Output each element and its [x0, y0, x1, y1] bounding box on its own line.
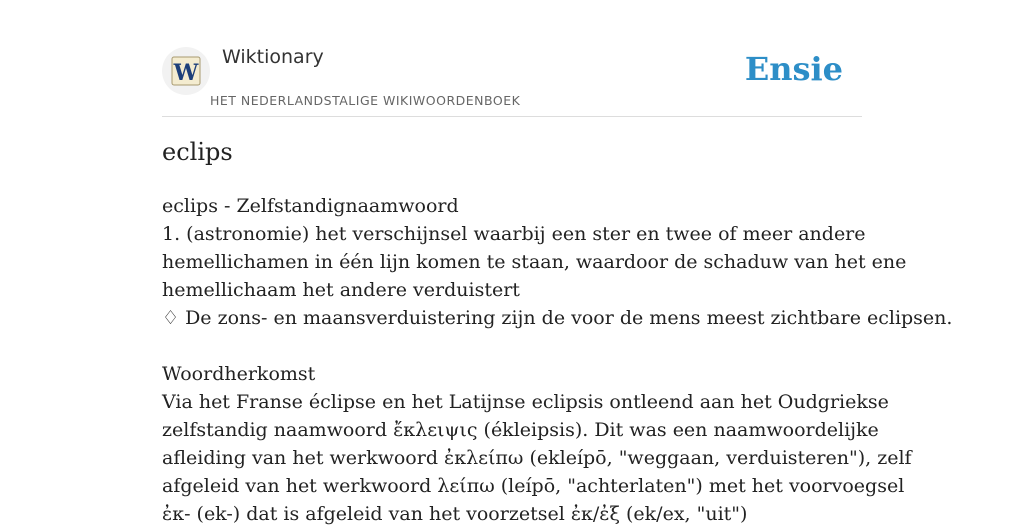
wiktionary-tile-icon: [171, 56, 201, 86]
definition-line: hemellichamen in één lijn komen te staan, waardoor de schaduw van het ene: [162, 251, 907, 273]
etymology-line: zelfstandig naamwoord ἔκλειψις (ékleipsis). Dit was een naamwoordelijke: [162, 419, 879, 441]
definition-line: hemellichaam het andere verduistert: [162, 279, 520, 301]
etymology-line: afleiding van het werkwoord ἐκλείπω (ekleípō, "weggaan, verduisteren"), zelf: [162, 447, 912, 469]
logo-letter: W: [173, 60, 199, 86]
site-tagline: HET NEDERLANDSTALIGE WIKIWOORDENBOEK: [210, 93, 521, 108]
entry-content: [162, 192, 953, 528]
site-name[interactable]: Wiktionary: [222, 46, 324, 68]
entry-heading: eclips - Zelfstandignaamwoord: [162, 195, 459, 217]
page-title: eclips: [162, 138, 233, 166]
spacer: [162, 332, 882, 360]
ensie-brand-logo[interactable]: Ensie: [744, 50, 843, 88]
definition-line: 1. (astronomie) het verschijnsel waarbij een ster en twee of meer andere: [162, 223, 866, 245]
etymology-line: Via het Franse éclipse en het Latijnse eclipsis ontleend aan het Oudgriekse: [162, 391, 889, 413]
etymology-heading: Woordherkomst: [162, 363, 316, 385]
etymology-line: ἐκ- (ek-) dat is afgeleid van het voorzetsel ἐκ/ἐξ (ek/ex, "uit"): [162, 503, 748, 525]
example-sentence: ♢ De zons- en maansverduistering zijn de voor de mens meest zichtbare eclipsen.: [162, 307, 953, 329]
wiktionary-logo[interactable]: [162, 47, 210, 95]
etymology-line: afgeleid van het werkwoord λείπω (leípō, "achterlaten") met het voorvoegsel: [162, 475, 905, 497]
site-header: [162, 40, 862, 117]
